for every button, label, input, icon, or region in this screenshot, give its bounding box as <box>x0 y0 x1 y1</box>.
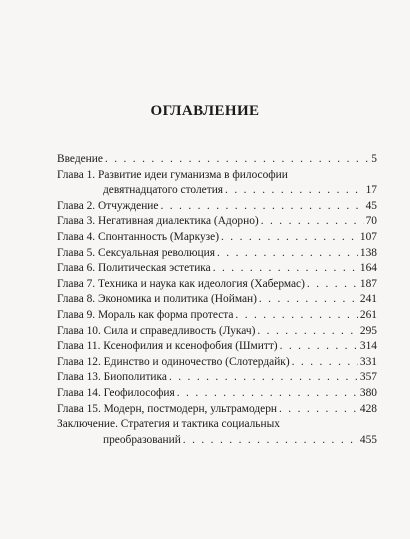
toc-entry-label: Глава 3. Негативная диалектика (Адорно) <box>57 215 259 228</box>
toc-entry-label: Глава 2. Отчуждение <box>57 199 159 212</box>
toc-entry-label: Глава 11. Ксенофилия и ксенофобия (Шмитт) <box>57 340 278 353</box>
toc-page-number: 164 <box>359 262 377 275</box>
toc-entry-chapter-6 <box>57 261 377 277</box>
toc-entry-chapter-5 <box>57 246 377 262</box>
toc-entry-label: Глава 10. Сила и справедливость (Лукач) <box>57 324 256 337</box>
toc-entry-chapter-2 <box>57 199 377 215</box>
toc-page-number: 295 <box>359 324 377 337</box>
toc-entry-conclusion <box>57 417 377 448</box>
dot-leader <box>261 214 364 230</box>
toc-entry-chapter-10 <box>57 324 377 340</box>
dot-leader <box>169 370 358 386</box>
toc-page-number: 331 <box>359 355 377 368</box>
toc-page-number: 70 <box>365 215 377 228</box>
toc-entry-chapter-12 <box>57 355 377 371</box>
toc-entry-label-continued: преобразований <box>103 433 181 446</box>
toc-entry-label: Глава 1. Развитие идеи гуманизма в философии <box>57 168 288 181</box>
dot-leader <box>257 324 358 340</box>
dot-leader <box>213 261 358 277</box>
toc-page-number: 241 <box>359 293 377 306</box>
toc-entry-chapter-15 <box>57 402 377 418</box>
toc-entry-chapter-7 <box>57 277 377 293</box>
dot-leader <box>307 277 358 293</box>
toc-entry-chapter-9 <box>57 308 377 324</box>
toc-entry-chapter-11 <box>57 339 377 355</box>
toc-page-number: 138 <box>359 246 377 259</box>
dot-leader <box>105 152 369 168</box>
toc-page-number: 380 <box>359 386 377 399</box>
toc-entry-label: Глава 15. Модерн, постмодерн, ультрамодерн <box>57 402 277 415</box>
toc-entry-label: Глава 6. Политическая эстетика <box>57 262 211 275</box>
dot-leader <box>292 355 358 371</box>
toc-page-number: 17 <box>365 184 377 197</box>
dot-leader <box>183 433 358 449</box>
toc-entry-label-continued: девятнадцатого столетия <box>103 184 224 197</box>
dot-leader <box>225 183 364 199</box>
toc-entry-label: Глава 4. Спонтанность (Маркузе) <box>57 230 219 243</box>
toc-entry-introduction <box>57 152 377 168</box>
toc-entry-label: Глава 5. Сексуальная революция <box>57 246 215 259</box>
toc-entry-label: Заключение. Стратегия и тактика социальных <box>57 418 280 431</box>
toc-entry-label: Глава 13. Биополитика <box>57 371 167 384</box>
toc-entry-label: Глава 12. Единство и одиночество (Слотердайк) <box>57 355 290 368</box>
dot-leader <box>259 292 358 308</box>
dot-leader <box>235 308 357 324</box>
toc-entry-chapter-13 <box>57 370 377 386</box>
toc-page-number: 45 <box>365 199 377 212</box>
toc-page-number: 107 <box>359 230 377 243</box>
toc-page-number: 187 <box>359 277 377 290</box>
dot-leader <box>279 402 358 418</box>
toc-entry-label: Введение <box>57 153 103 165</box>
toc-entry-chapter-14 <box>57 386 377 402</box>
toc-page-number: 314 <box>359 340 377 353</box>
dot-leader <box>221 230 358 246</box>
dot-leader <box>177 386 358 402</box>
page-title: ОГЛАВЛЕНИЕ <box>150 103 260 119</box>
toc-entry-chapter-4 <box>57 230 377 246</box>
toc-entry-label: Глава 7. Техника и наука как идеология (Хабермас) <box>57 277 305 290</box>
toc-page-number: 357 <box>359 371 377 384</box>
toc-entry-chapter-8 <box>57 292 377 308</box>
toc-entry-label: Глава 9. Мораль как форма протеста <box>57 308 234 321</box>
dot-leader <box>280 339 358 355</box>
toc-page-number: 455 <box>359 433 377 446</box>
toc-page-number: 428 <box>359 402 377 415</box>
toc-page-number: 5 <box>371 153 377 165</box>
toc-entry-chapter-3 <box>57 214 377 230</box>
dot-leader <box>217 246 358 262</box>
toc-entry-label: Глава 14. Геофилософия <box>57 386 175 399</box>
toc-entry-chapter-1 <box>57 168 377 199</box>
dot-leader <box>160 199 363 215</box>
toc-entry-label: Глава 8. Экономика и политика (Нойман) <box>57 293 257 306</box>
toc-page-number: 261 <box>359 308 377 321</box>
table-of-contents <box>57 152 377 448</box>
